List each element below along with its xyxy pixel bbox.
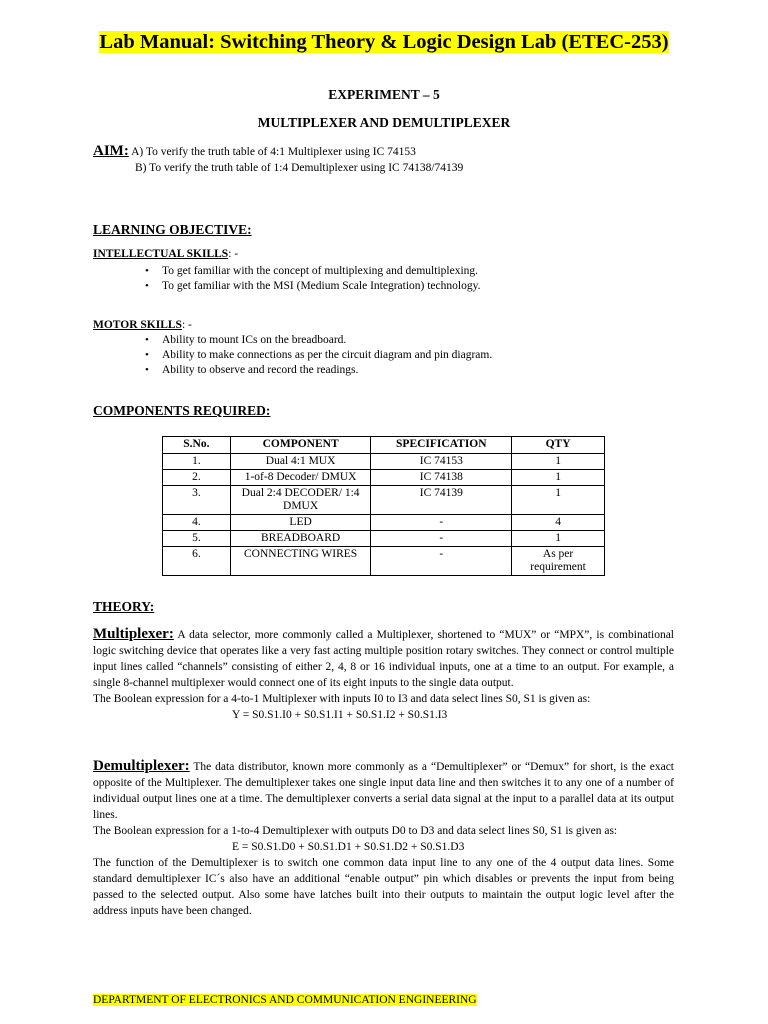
demultiplexer-expression-intro: The Boolean expression for a 1-to-4 Demultiplexer with outputs D0 to D3 and data select lines S0, S1 is given as:: [93, 825, 618, 837]
table-row: [163, 547, 605, 576]
table-cell: BREADBOARD: [230, 531, 371, 547]
table-cell: Dual 2:4 DECODER/ 1:4 DMUX: [230, 486, 371, 515]
table-row: [163, 531, 605, 547]
lab-manual-header: [0, 29, 768, 55]
multiplexer-equation: Y = S0.S1.I0 + S0.S1.I1 + S0.S1.I2 + S0.S1.I3: [232, 709, 448, 721]
aim-item-b: B) To verify the truth table of 1:4 Demultiplexer using IC 74138/74139: [135, 162, 464, 174]
list-item: • Ability to mount ICs on the breadboard.: [139, 333, 492, 348]
list-item: • To get familiar with the concept of multiplexing and demultiplexing.: [139, 264, 480, 279]
intellectual-skills-heading: [93, 248, 238, 260]
table-cell: As per requirement: [512, 547, 605, 576]
table-row: [163, 454, 605, 470]
learning-objective-heading: LEARNING OBJECTIVE:: [93, 222, 252, 237]
table-cell: 6.: [163, 547, 231, 576]
demultiplexer-description: The data distributor, known more commonly as a “Demultiplexer” or “Demux” for short, is the exact opposite of the Multiplexer. The demultiplexer takes one single input data line and then switches it to any one of a number of individual output lines one at a time. The demultiplexer converts a serial data signal at the input to a parallel data at its output lines.: [93, 761, 674, 821]
motor-skills-heading: [93, 319, 192, 331]
table-cell: 4: [512, 515, 605, 531]
table-cell: 5.: [163, 531, 231, 547]
table-cell: 1: [512, 486, 605, 515]
table-header-row: [163, 437, 605, 454]
table-cell: 1: [512, 531, 605, 547]
intellectual-skills-list: [139, 264, 480, 294]
demultiplexer-equation: E = S0.S1.D0 + S0.S1.D1 + S0.S1.D2 + S0.S1.D3: [232, 841, 465, 853]
motor-skills-label: MOTOR SKILLS: [93, 319, 182, 331]
footer-text: DEPARTMENT OF ELECTRONICS AND COMMUNICATION ENGINEERING: [93, 994, 477, 1006]
demultiplexer-function-text: The function of the Demultiplexer is to switch one common data input line to any one of the 4 output data lines. Some standard demultiplexer IC´s also have an additional “enable output” pin which disables or prevents the input from being passed to the selected output. Also some have latches built into their outputs to maintain the output logic level after the address inputs have been changed.: [93, 857, 674, 917]
list-item: • Ability to observe and record the readings.: [139, 363, 492, 378]
table-cell: LED: [230, 515, 371, 531]
aim-label: AIM:: [93, 143, 129, 159]
motor-skills-suffix: : -: [181, 319, 192, 331]
aim-section: [93, 143, 463, 176]
components-table: [162, 436, 605, 576]
table-cell: Dual 4:1 MUX: [230, 454, 371, 470]
table-cell: 4.: [163, 515, 231, 531]
table-cell: -: [371, 515, 512, 531]
table-row: [163, 486, 605, 515]
table-cell: IC 74139: [371, 486, 512, 515]
table-cell: 2.: [163, 470, 231, 486]
table-cell: 1: [512, 470, 605, 486]
table-cell: -: [371, 531, 512, 547]
multiplexer-term: Multiplexer:: [93, 626, 174, 642]
table-row: [163, 515, 605, 531]
multiplexer-description: A data selector, more commonly called a Multiplexer, shortened to “MUX” or “MPX”, is combinational logic switching device that operates like a very fast acting multiple position rotary switches. They connect or control multiple input lines called “channels” consisting of either 2, 4, 8 or 16 individual inputs, one at a time to an output. For example, a single 8-channel multiplexer would connect one of its eight inputs to the single data output.: [93, 629, 674, 689]
multiplexer-section: [93, 626, 674, 723]
experiment-number: EXPERIMENT – 5: [328, 87, 440, 102]
theory-heading: THEORY:: [93, 599, 155, 614]
table-cell: 1: [512, 454, 605, 470]
table-cell: IC 74153: [371, 454, 512, 470]
column-header: SPECIFICATION: [371, 437, 512, 454]
demultiplexer-term: Demultiplexer:: [93, 758, 190, 774]
table-cell: 1.: [163, 454, 231, 470]
column-header: S.No.: [163, 437, 231, 454]
list-item: • Ability to make connections as per the circuit diagram and pin diagram.: [139, 348, 492, 363]
header-title-text: Lab Manual: Switching Theory & Logic Design Lab (ETEC-253): [99, 31, 669, 53]
components-required-heading: COMPONENTS REQUIRED:: [93, 403, 271, 418]
intellectual-skills-label: INTELLECTUAL SKILLS: [93, 248, 229, 260]
table-row: [163, 470, 605, 486]
aim-item-a: A) To verify the truth table of 4:1 Multiplexer using IC 74153: [131, 146, 416, 158]
department-footer: [93, 994, 477, 1006]
column-header: QTY: [512, 437, 605, 454]
table-cell: 3.: [163, 486, 231, 515]
table-cell: CONNECTING WIRES: [230, 547, 371, 576]
table-cell: 1-of-8 Decoder/ DMUX: [230, 470, 371, 486]
column-header: COMPONENT: [230, 437, 371, 454]
table-cell: IC 74138: [371, 470, 512, 486]
table-cell: -: [371, 547, 512, 576]
list-item: • To get familiar with the MSI (Medium Scale Integration) technology.: [139, 279, 480, 294]
demultiplexer-section: [93, 758, 674, 919]
motor-skills-list: [139, 333, 492, 378]
multiplexer-expression-intro: The Boolean expression for a 4-to-1 Multiplexer with inputs I0 to I3 and data select lines S0, S1 is given as:: [93, 693, 591, 705]
experiment-title: MULTIPLEXER AND DEMULTIPLEXER: [257, 115, 511, 130]
intellectual-skills-suffix: : -: [228, 248, 239, 260]
